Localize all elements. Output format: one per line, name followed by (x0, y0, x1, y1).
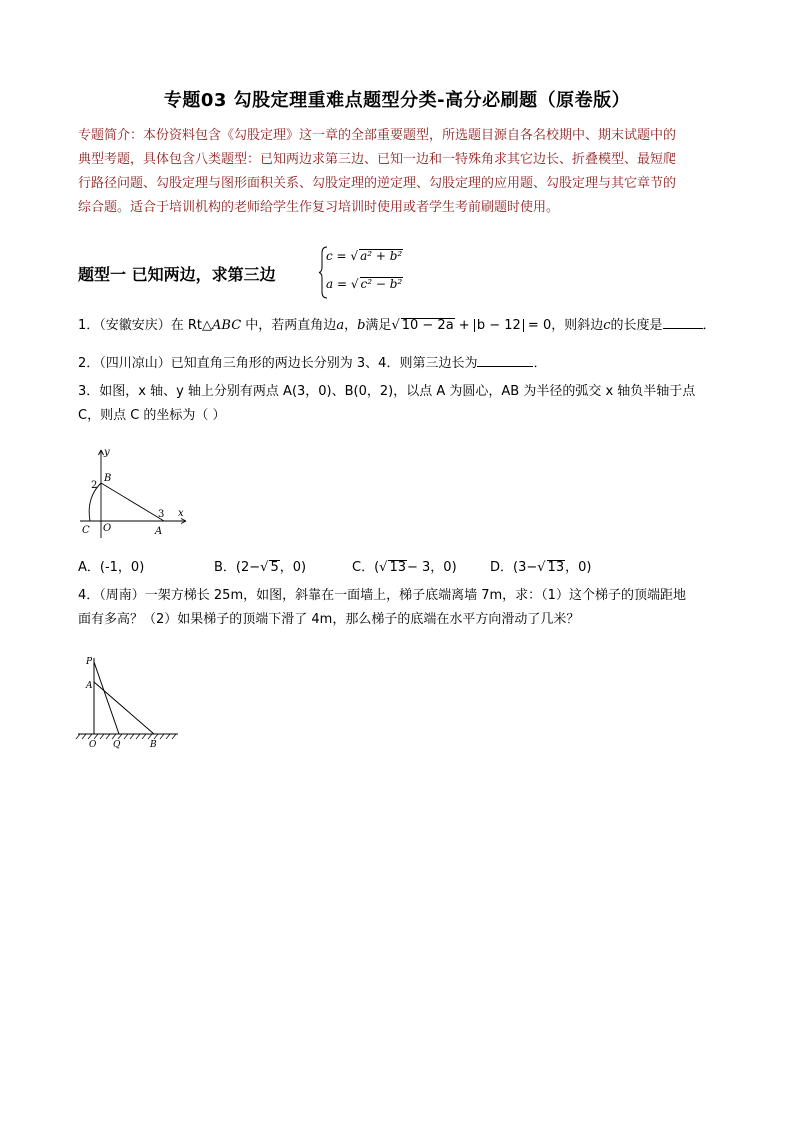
intro-line: 行路径问题、勾股定理与图形面积关系、勾股定理的逆定理、勾股定理的应用题、勾股定理与其它章节的 (78, 176, 677, 191)
point-p-label: P (86, 657, 93, 667)
option-d[interactable]: D．(3−√ 13，0) (490, 560, 592, 575)
ladder-original (94, 662, 119, 734)
point-c-label: C (82, 525, 90, 536)
ladder-figure (74, 652, 184, 752)
question-3-line: 3．如图，x 轴、y 轴上分别有两点 A(3，0)、B(0，2)，以点 A 为圆心，AB 为半径的弧交 x 轴负半轴于点 (78, 384, 696, 399)
question-4 (78, 584, 718, 632)
option-a[interactable]: A．(-1，0) (78, 560, 145, 575)
point-b-label: B (104, 473, 112, 484)
origin-label: O (103, 523, 112, 534)
tick-2-label: 2 (91, 480, 98, 491)
intro-line: 综合题。适合于培训机构的老师给学生作复习培训时使用或者学生考前刷题时使用。 (78, 200, 560, 215)
point-b-label: B (150, 740, 157, 750)
coordinate-figure (74, 446, 194, 546)
answer-blank[interactable] (477, 352, 533, 367)
segment-ab (101, 483, 164, 521)
point-a-label: A (86, 681, 93, 691)
intro-line: 专题简介：本份资料包含《勾股定理》这一章的全部重要题型，所选题目源自各名校期中、期末试题中的 (78, 128, 677, 143)
point-q-label: Q (113, 740, 121, 750)
formula-group (318, 245, 428, 300)
page-title: 专题03 勾股定理重难点题型分类-高分必刷题（原卷版） (163, 90, 631, 111)
question-4-line: 4．（周南）一架方梯长 25m，如图，斜靠在一面墙上，梯子底端离墙 7m，求：（1）这个梯子的顶端距地 (78, 588, 686, 603)
y-axis-label: y (104, 447, 110, 458)
intro-line: 典型考题，具体包含八类题型：已知两边求第三边、已知一边和一特殊角求其它边长、折叠模型、最短爬 (78, 152, 677, 167)
question-1: 1．（安徽安庆）在 Rt△ABC 中，若两直角边a，b满足√ 10 − 2a + b − 12 = 0，则斜边c的长度是 ． (78, 314, 718, 338)
question-2: 2．（四川凉山）已知直角三角形的两边长分别为 3、4．则第三边长为 ． (78, 352, 718, 376)
ground-hatching (76, 734, 176, 739)
point-a-label: A (155, 526, 163, 537)
question-3 (78, 380, 718, 428)
point-o-label: O (89, 740, 97, 750)
answer-blank[interactable] (663, 314, 703, 329)
tick-3-label: 3 (158, 509, 165, 520)
formula-pythagoras-a: a = √ c² − b² (326, 277, 403, 291)
ladder-slid (94, 682, 154, 734)
question-3-line: C，则点 C 的坐标为（ ） (78, 408, 226, 423)
formula-pythagoras-c: c = √ a² + b² (326, 249, 403, 263)
option-c[interactable]: C．(√ 13− 3，0) (352, 560, 457, 575)
x-axis-label: x (178, 508, 184, 519)
intro-paragraph (78, 124, 718, 220)
question-4-line: 面有多高？（2）如果梯子的顶端下滑了 4m，那么梯子的底端在水平方向滑动了几米？ (78, 612, 580, 627)
section-heading: 题型一 已知两边，求第三边 (78, 265, 276, 284)
option-b[interactable]: B．(2−√ 5，0) (214, 560, 307, 575)
